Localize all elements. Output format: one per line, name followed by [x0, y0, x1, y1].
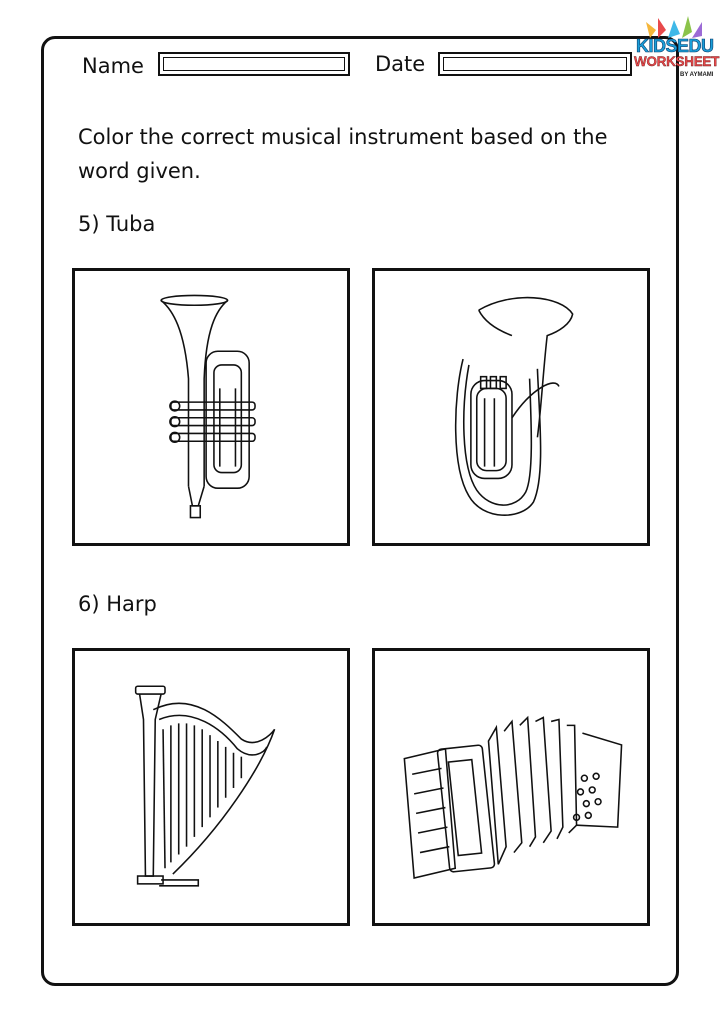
logo-line1: KIDSEDU [636, 36, 714, 56]
tuba-icon [375, 271, 647, 543]
kidsedu-logo [632, 14, 718, 84]
question-6-label: 6) Harp [78, 592, 157, 616]
logo-line3: BY AYMAMI [680, 72, 714, 78]
trumpet-icon [75, 271, 347, 543]
option-box-accordion[interactable] [372, 648, 650, 926]
option-box-harp[interactable] [72, 648, 350, 926]
date-label: Date [375, 52, 426, 76]
logo-line2: WORKSHEET [634, 54, 720, 69]
option-box-trumpet[interactable] [72, 268, 350, 546]
name-label: Name [82, 54, 144, 78]
harp-icon [75, 651, 347, 923]
name-field[interactable] [158, 52, 350, 76]
accordion-icon [375, 651, 647, 923]
date-field[interactable] [438, 52, 632, 76]
option-box-tuba[interactable] [372, 268, 650, 546]
question-5-label: 5) Tuba [78, 212, 156, 236]
instructions: Color the correct musical instrument based on the word given. [78, 125, 608, 183]
